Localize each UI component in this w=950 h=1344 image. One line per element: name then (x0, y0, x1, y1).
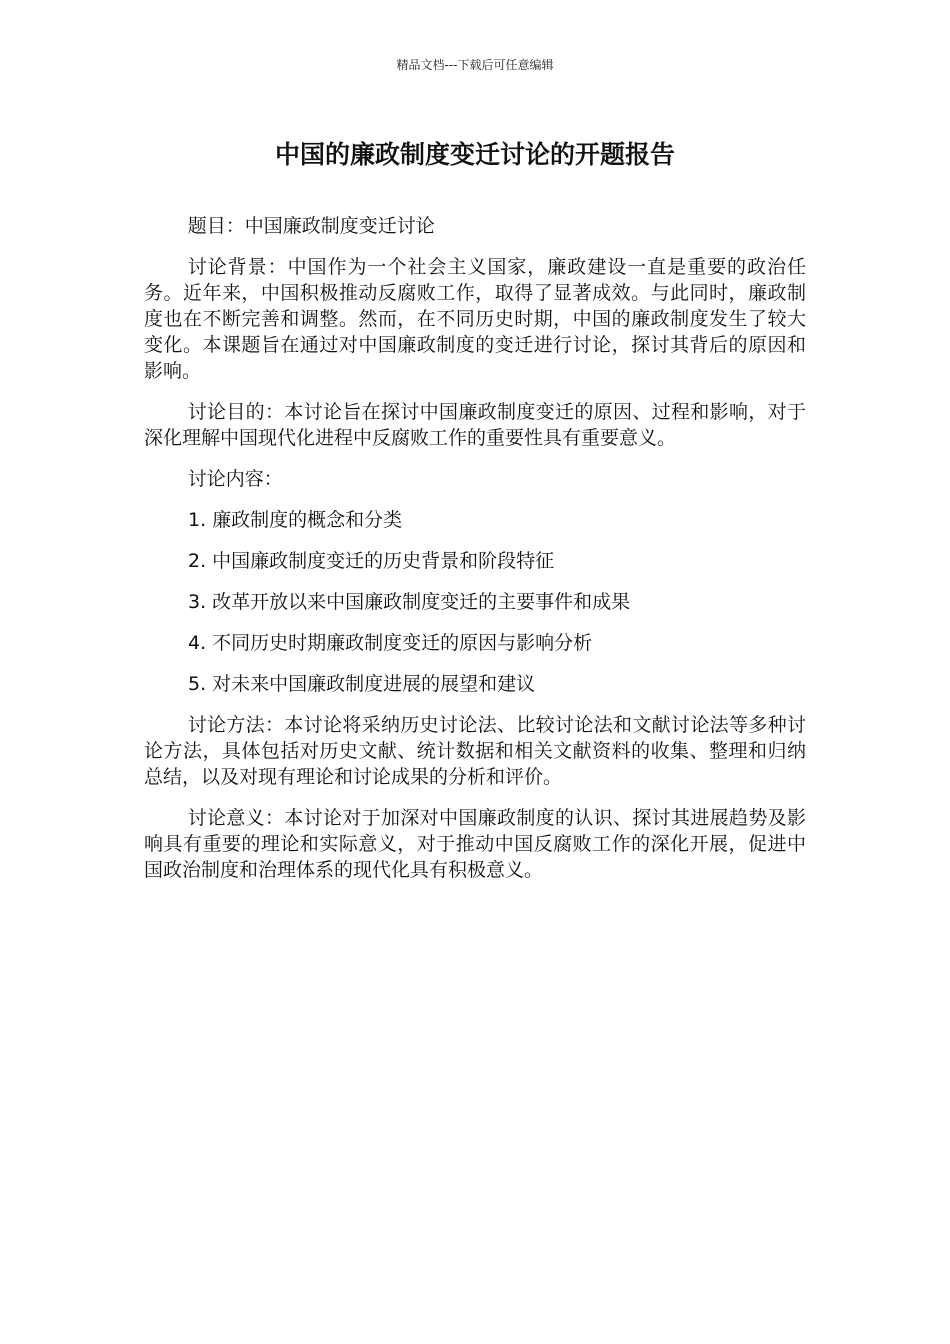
background-paragraph: 讨论背景：中国作为一个社会主义国家，廉政建设一直是重要的政治任务。近年来，中国积极推动反腐败工作，取得了显著成效。与此同时，廉政制度也在不断完善和调整。然而，在不同历史时期，中国的廉政制度发生了较大变化。本课题旨在通过对中国廉政制度的变迁进行讨论，探讨其背后的原因和影响。 (144, 256, 806, 382)
list-item: 5. 对未来中国廉政制度进展的展望和建议 (188, 673, 536, 695)
list-item: 1. 廉政制度的概念和分类 (188, 509, 403, 531)
content-label: 讨论内容： (187, 468, 283, 490)
list-item: 3. 改革开放以来中国廉政制度变迁的主要事件和成果 (188, 591, 631, 613)
significance-paragraph: 讨论意义：本讨论对于加深对中国廉政制度的认识、探讨其进展趋势及影响具有重要的理论和实际意义，对于推动中国反腐败工作的深化开展，促进中国政治制度和治理体系的现代化具有积极意义。 (144, 807, 806, 881)
document-body (144, 213, 806, 898)
topic-paragraph: 题目：中国廉政制度变迁讨论 (187, 215, 435, 237)
method-paragraph: 讨论方法：本讨论将采纳历史讨论法、比较讨论法和文献讨论法等多种讨论方法，具体包括对历史文献、统计数据和相关文献资料的收集、整理和归纳总结，以及对现有理论和讨论成果的分析和评价。 (144, 714, 806, 788)
content-list (144, 507, 806, 697)
page-header: 精品文档---下载后可任意编辑 (396, 58, 554, 72)
list-item: 4. 不同历史时期廉政制度变迁的原因与影响分析 (188, 632, 593, 654)
list-item: 2. 中国廉政制度变迁的历史背景和阶段特征 (188, 550, 555, 572)
purpose-paragraph: 讨论目的：本讨论旨在探讨中国廉政制度变迁的原因、过程和影响，对于深化理解中国现代化进程中反腐败工作的重要性具有重要意义。 (144, 401, 806, 449)
document-title: 中国的廉政制度变迁讨论的开题报告 (274, 140, 675, 169)
